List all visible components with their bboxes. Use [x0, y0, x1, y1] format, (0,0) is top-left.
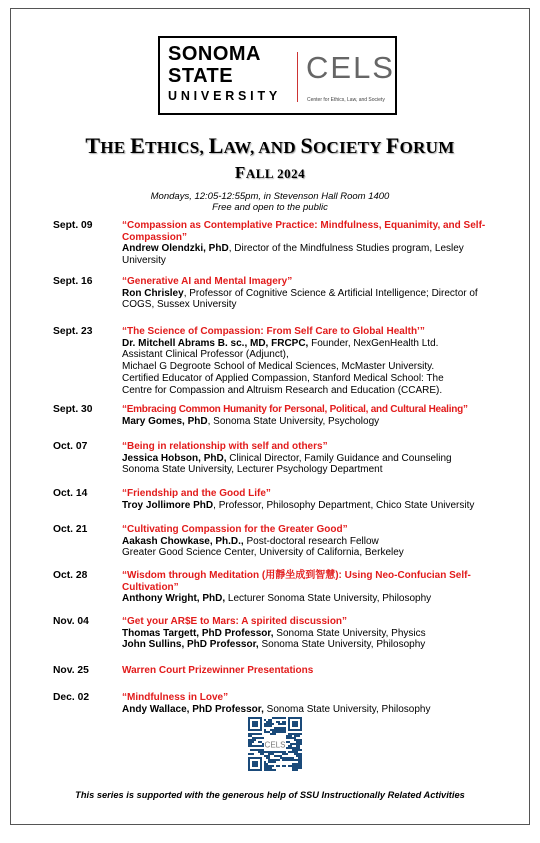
forum-title: THE ETHICS, LAW, AND SOCIETY FORUM [85, 133, 455, 158]
event-speaker: Andrew Olendzki, PhD, Director of the Mindfulness Studies program, Lesley University [122, 243, 464, 267]
logo-line-3: UNIVERSITY [168, 89, 282, 103]
event-detail-line: Michael G Degroote School of Medical Sciences, McMaster University. [122, 361, 435, 373]
event-date: Sept. 09 [53, 220, 93, 231]
event-date: Oct. 07 [53, 441, 88, 452]
event-detail-line: Assistant Clinical Professor (Adjunct), [122, 349, 289, 361]
event-date: Oct. 28 [53, 570, 88, 581]
event-detail-line: Greater Good Science Center, University of California, Berkeley [122, 547, 404, 559]
event-title: “Cultivating Compassion for the Greater Good” [122, 524, 348, 535]
event-detail-line: Sonoma State University, Lecturer Psychology Department [122, 464, 383, 476]
event-title: Warren Court Prizewinner Presentations [122, 665, 314, 676]
event-detail-line: Certified Educator of Applied Compassion, Stanford Medical School: The [122, 372, 444, 384]
event-date: Sept. 30 [53, 404, 93, 415]
event-speaker: Mary Gomes, PhD, Sonoma State University, Psychology [122, 415, 380, 427]
qr-center-label: CELS [264, 740, 286, 750]
logo-line-2: STATE [168, 65, 234, 87]
ssu-wordmark [168, 44, 281, 103]
event-title: “Being in relationship with self and others” [122, 441, 328, 452]
event-date: Oct. 14 [53, 488, 88, 499]
event-date: Sept. 16 [53, 276, 93, 287]
event-detail-line: Centre for Compassion and Altruism Research and Education (CCARE). [122, 384, 443, 396]
cels-abbr: CELS [306, 50, 395, 85]
event-speaker: Anthony Wright, PhD, Lecturer Sonoma State University, Philosophy [122, 593, 432, 605]
event-title: “Compassion as Contemplative Practice: Mindfulness, Equanimity, and Self-Compassion” [122, 220, 486, 243]
logo-line-1: SONOMA [168, 43, 261, 65]
event-speaker: Jessica Hobson, PhD, Clinical Director, Family Guidance and Counseling [122, 452, 452, 464]
event-speaker: Thomas Targett, PhD Professor, Sonoma State University, Physics [122, 627, 426, 639]
event-speaker: Andy Wallace, PhD Professor, Sonoma State University, Philosophy [122, 703, 431, 715]
qr-code[interactable] [248, 717, 302, 771]
event-title: “Wisdom through Meditation (用靜坐成到智慧): Using Neo-Confucian Self-Cultivation” [122, 570, 471, 593]
event-title: “Embracing Common Humanity for Personal, Political, and Cultural Healing” [122, 404, 468, 415]
event-title: “Get your AR$E to Mars: A spirited discussion” [122, 616, 348, 627]
event-speaker: Aakash Chowkase, Ph.D., Post-doctoral research Fellow [122, 535, 379, 547]
event-title: “The Science of Compassion: From Self Care to Global Health’” [122, 326, 425, 337]
admission-text: Free and open to the public [212, 202, 328, 213]
logo-divider [297, 52, 298, 102]
footer-note: This series is supported with the generous help of SSU Instructionally Related Activities [75, 790, 465, 800]
event-speaker: Ron Chrisley, Professor of Cognitive Science & Artificial Intelligence; Director of COGS, Sussex University [122, 287, 478, 311]
cels-logo [158, 36, 397, 115]
event-title: “Mindfulness in Love” [122, 692, 229, 703]
cels-full-name: Center for Ethics, Law, and Society [307, 97, 385, 103]
event-date: Oct. 21 [53, 524, 88, 535]
event-speaker: Dr. Mitchell Abrams B. sc., MD, FRCPC, Founder, NexGenHealth Ltd. [122, 337, 439, 349]
event-date: Sept. 23 [53, 326, 93, 337]
event-date: Nov. 25 [53, 665, 89, 676]
event-title: “Friendship and the Good Life” [122, 488, 271, 499]
event-speaker: John Sullins, PhD Professor, Sonoma State University, Philosophy [122, 639, 426, 651]
event-date: Dec. 02 [53, 692, 90, 703]
event-date: Nov. 04 [53, 616, 89, 627]
event-speaker: Troy Jollimore PhD, Professor, Philosophy Department, Chico State University [122, 499, 475, 511]
event-title: “Generative AI and Mental Imagery” [122, 276, 293, 287]
forum-term: FALL 2024 [234, 163, 306, 182]
flyer-page [10, 8, 530, 825]
schedule-text: Mondays, 12:05-12:55pm, in Stevenson Hall Room 1400 [150, 191, 390, 202]
